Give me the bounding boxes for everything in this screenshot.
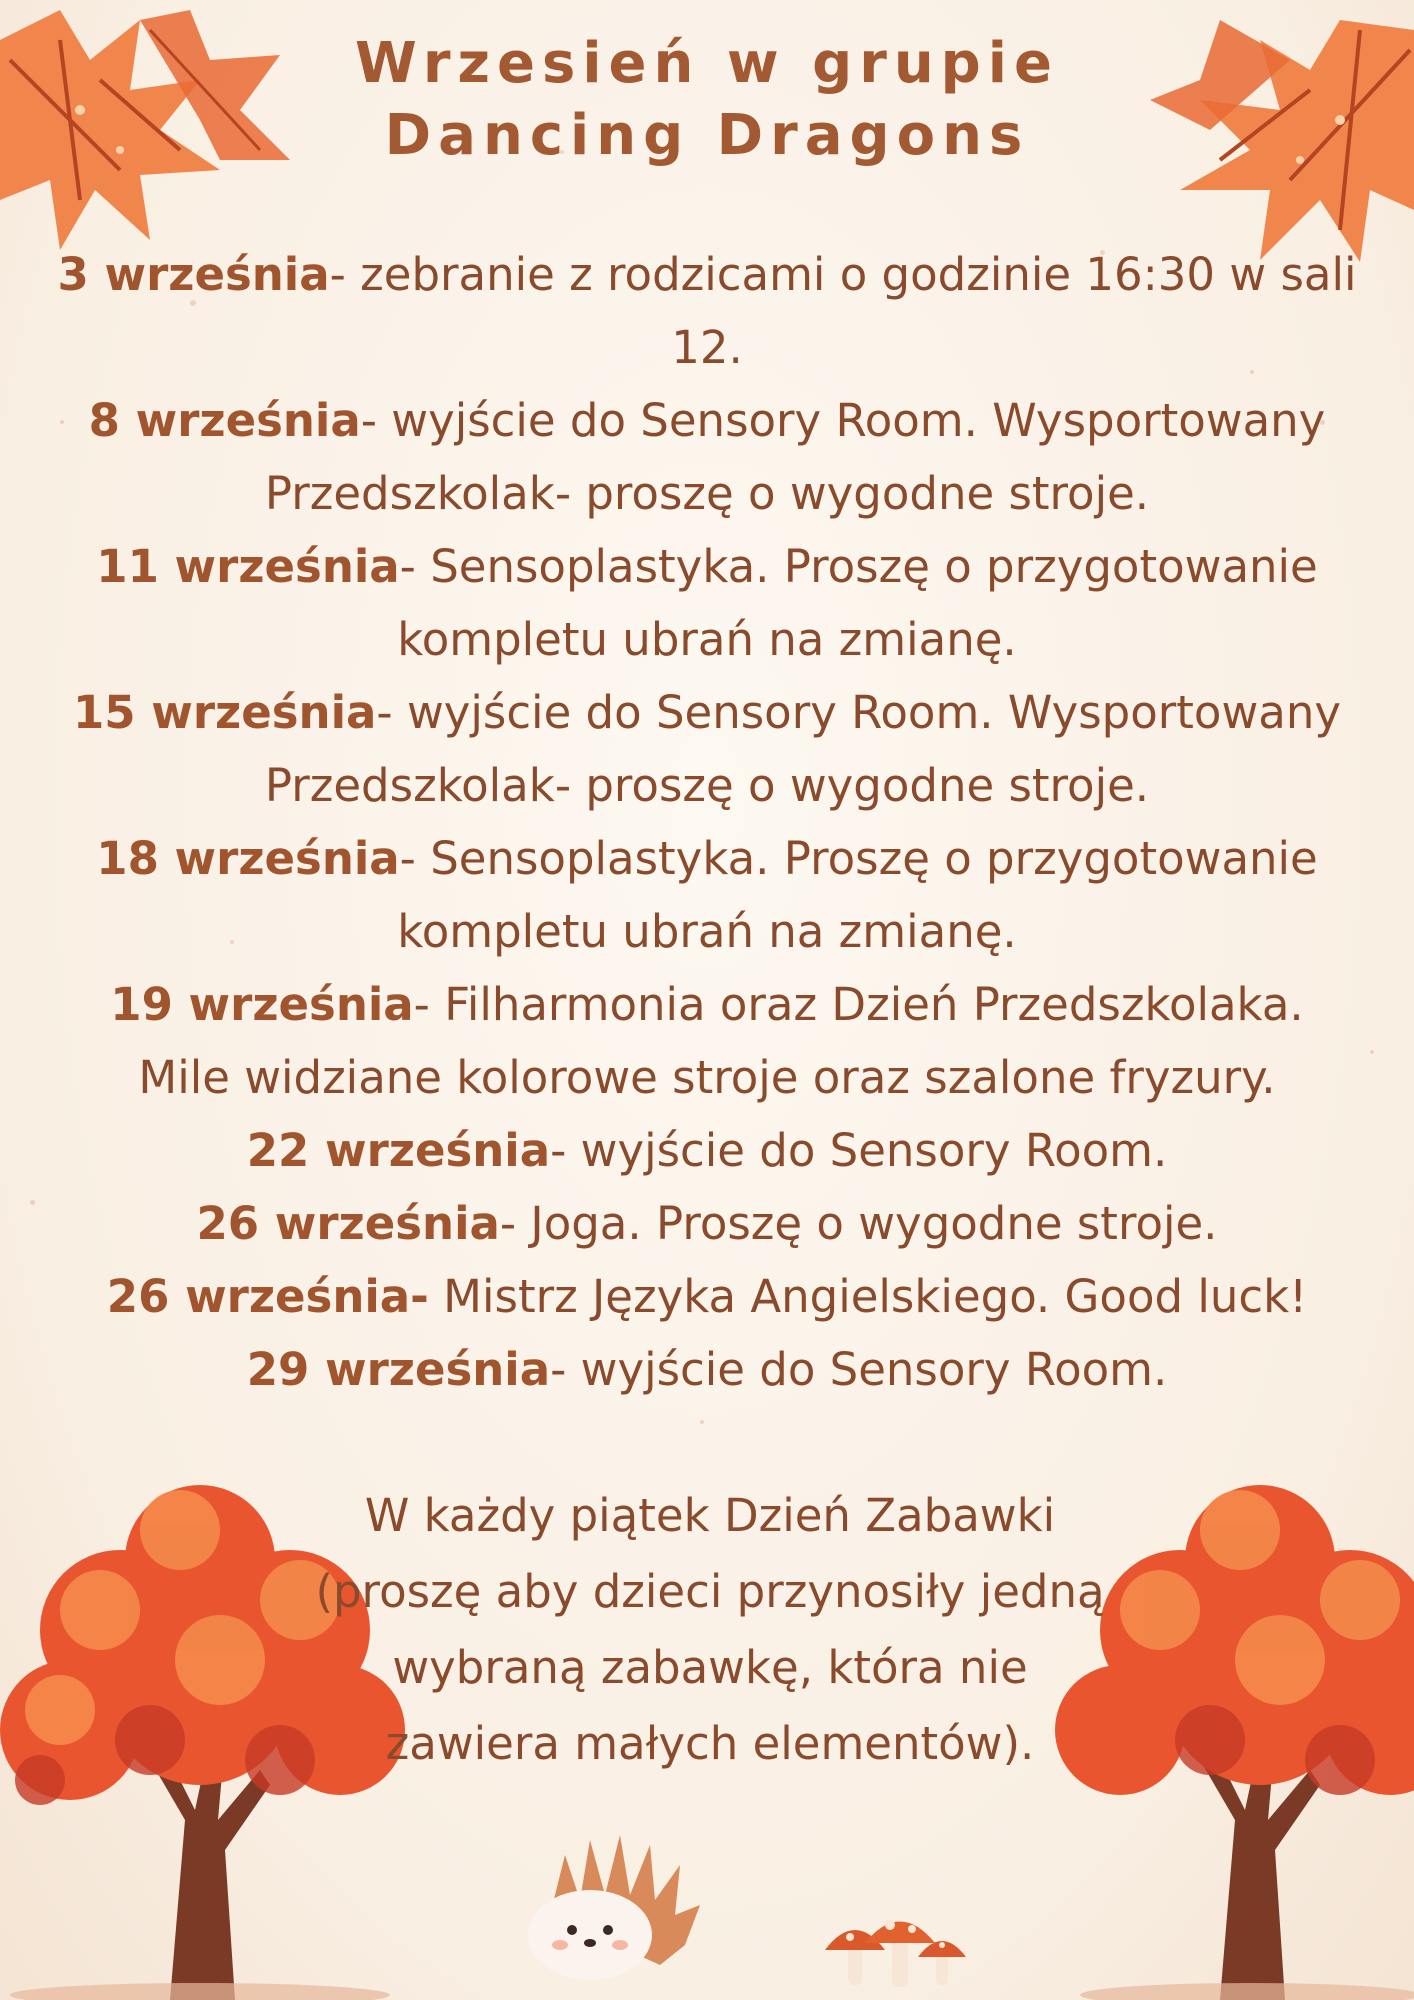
event-text: zebranie z rodzicami o godzinie 16:30 w sali [360,248,1357,301]
event-item: 11 września- Sensoplastyka. Proszę o przygotowanie kompletu ubrań na zmianę. [96,540,1318,666]
friday-note-line: (proszę aby dzieci przynosiły jedną [315,1565,1105,1618]
event-list [20,238,1394,1406]
event-text: Mistrz Języka Angielskiego. Good luck! [443,1270,1308,1323]
event-item [20,1260,1394,1333]
event-date: 11 września [96,540,400,593]
event-text: Joga. Proszę o wygodne stroje. [530,1197,1218,1250]
event-item: 26 września- Joga. Proszę o wygodne stroje. [196,1197,1218,1250]
page-title [0,28,1414,172]
event-item: 3 września- zebranie z rodzicami o godzinie 16:30 w sali 12. [57,248,1357,374]
event-text: kompletu ubrań na zmianę. [397,905,1017,958]
event-text: Sensoplastyka. Proszę o przygotowanie [430,540,1318,593]
event-text: Sensoplastyka. Proszę o przygotowanie [430,832,1318,885]
event-date: 29 września [246,1343,551,1396]
mushroom-icon [820,1905,980,1995]
event-item: 15 września- wyjście do Sensory Room. Wysportowany Przedszkolak- proszę o wygodne stroje. [73,686,1341,812]
friday-note-line: W każdy piątek Dzień Zabawki [364,1489,1056,1542]
event-text: 12. [671,321,743,374]
event-date: 22 września [246,1124,551,1177]
event-item: 18 września- Sensoplastyka. Proszę o przygotowanie kompletu ubrań na zmianę. [96,832,1318,958]
event-date: 19 września [110,978,414,1031]
event-item: 19 września- Filharmonia oraz Dzień Przedszkolaka. Mile widziane kolorowe stroje oraz szalone fryzury. [110,978,1304,1104]
friday-note-line: zawiera małych elementów). [385,1717,1035,1770]
event-item: 22 września- wyjście do Sensory Room. [246,1124,1168,1177]
event-text: Przedszkolak- proszę o wygodne stroje. [264,467,1150,520]
event-text: Przedszkolak- proszę o wygodne stroje. [264,759,1150,812]
event-text: wyjście do Sensory Room. [580,1343,1168,1396]
event-item: 29 września- wyjście do Sensory Room. [246,1343,1168,1396]
event-date: 15 września [73,686,377,739]
event-date: 18 września [96,832,400,885]
title-line-1: Wrzesień w grupie [355,31,1059,96]
friday-note [280,1478,1140,1782]
event-text: Mile widziane kolorowe stroje oraz szalone fryzury. [138,1051,1276,1104]
friday-note-line: wybraną zabawkę, która nie [392,1641,1028,1694]
event-date: 8 września [88,394,361,447]
event-item: 8 września- wyjście do Sensory Room. Wysportowany Przedszkolak- proszę o wygodne stroje. [88,394,1326,520]
event-text: wyjście do Sensory Room. [580,1124,1168,1177]
title-line-2: Dancing Dragons [384,103,1030,168]
event-date: 26 września- [106,1270,429,1323]
event-text: kompletu ubrań na zmianę. [397,613,1017,666]
hedgehog-icon [510,1815,710,1985]
event-date: 3 września [57,248,330,301]
event-text: Filharmonia oraz Dzień Przedszkolaka. [444,978,1304,1031]
event-text: wyjście do Sensory Room. Wysportowany [406,686,1341,739]
event-text: wyjście do Sensory Room. Wysportowany [391,394,1326,447]
event-date: 26 września [196,1197,500,1250]
